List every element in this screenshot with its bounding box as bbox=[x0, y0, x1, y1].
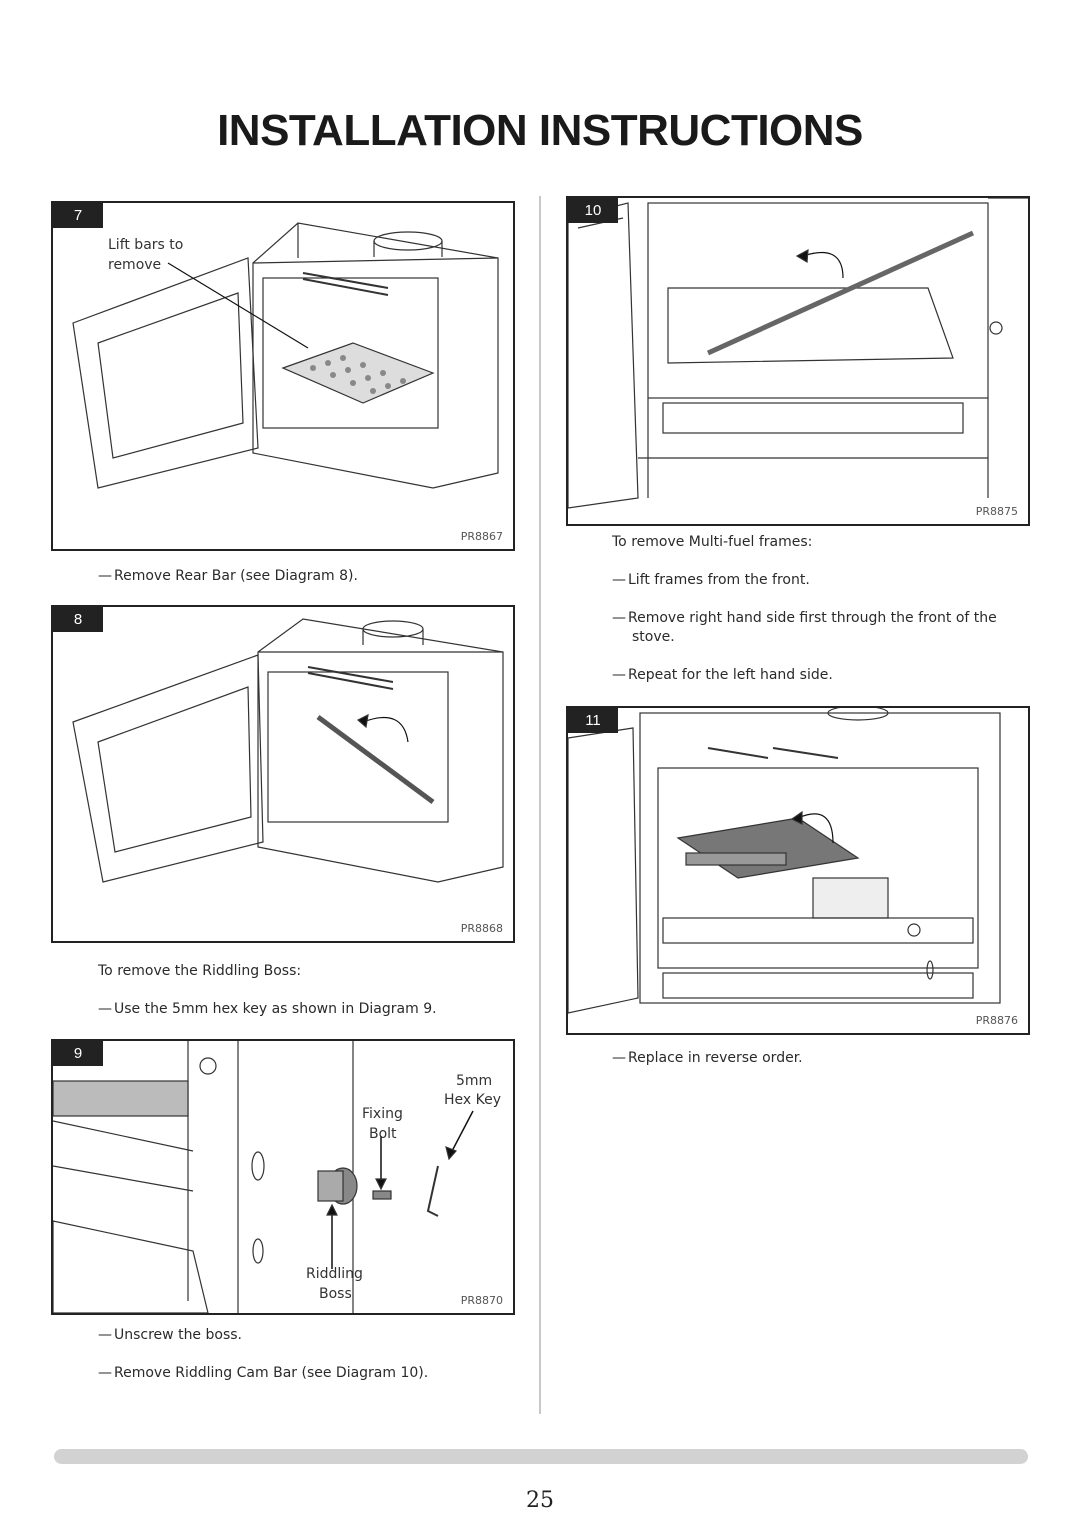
intro-riddling-boss: To remove the Riddling Boss: bbox=[98, 963, 302, 979]
diagram-number: 8 bbox=[53, 607, 103, 632]
cam-bar-illustration bbox=[568, 198, 1028, 524]
step-remove-right-side: — Remove right hand side first through the front of the stove. bbox=[612, 609, 1030, 647]
diagram-code: PR8868 bbox=[460, 922, 503, 935]
diagram-number: 9 bbox=[53, 1041, 103, 1066]
label-5mm: 5mm bbox=[456, 1073, 493, 1089]
label-riddling: Riddling bbox=[306, 1266, 363, 1282]
step-remove-cam-bar: — Remove Riddling Cam Bar (see Diagram 10). bbox=[98, 1364, 428, 1383]
diagram-10 bbox=[566, 196, 1030, 526]
diagram-code: PR8867 bbox=[460, 530, 503, 543]
diagram-11 bbox=[566, 706, 1030, 1035]
multi-fuel-frame-illustration bbox=[568, 708, 1028, 1033]
riddling-boss-illustration bbox=[53, 1041, 513, 1313]
footer-bar bbox=[54, 1449, 1028, 1464]
step-hex-key: — Use the 5mm hex key as shown in Diagram 9. bbox=[98, 1000, 437, 1019]
step-replace-reverse: — Replace in reverse order. bbox=[612, 1049, 803, 1068]
diagram-8 bbox=[51, 605, 515, 943]
step-remove-rear-bar: — Remove Rear Bar (see Diagram 8). bbox=[98, 567, 358, 586]
label-bolt: Bolt bbox=[369, 1126, 397, 1142]
diagram-number: 7 bbox=[53, 203, 103, 228]
diagram-9 bbox=[51, 1039, 515, 1315]
label-lift-bars-1: Lift bars to bbox=[108, 237, 184, 253]
stove-illustration-8 bbox=[53, 607, 513, 941]
diagram-number: 10 bbox=[568, 198, 618, 223]
page-title: INSTALLATION INSTRUCTIONS bbox=[217, 106, 863, 155]
step-unscrew-boss: — Unscrew the boss. bbox=[98, 1326, 242, 1345]
label-hex-key: Hex Key bbox=[444, 1092, 502, 1108]
step-repeat-left: — Repeat for the left hand side. bbox=[612, 666, 833, 685]
label-fixing: Fixing bbox=[362, 1106, 403, 1122]
diagram-code: PR8876 bbox=[975, 1014, 1018, 1027]
diagram-number: 11 bbox=[568, 708, 618, 733]
diagram-code: PR8870 bbox=[460, 1294, 503, 1307]
label-boss: Boss bbox=[319, 1286, 352, 1302]
diagram-7 bbox=[51, 201, 515, 551]
step-lift-frames: — Lift frames from the front. bbox=[612, 571, 810, 590]
label-lift-bars-2: remove bbox=[108, 257, 162, 273]
intro-multi-fuel-frames: To remove Multi-fuel frames: bbox=[612, 534, 813, 550]
column-divider bbox=[539, 196, 541, 1414]
diagram-code: PR8875 bbox=[975, 505, 1018, 518]
page-number: 25 bbox=[526, 1488, 554, 1513]
